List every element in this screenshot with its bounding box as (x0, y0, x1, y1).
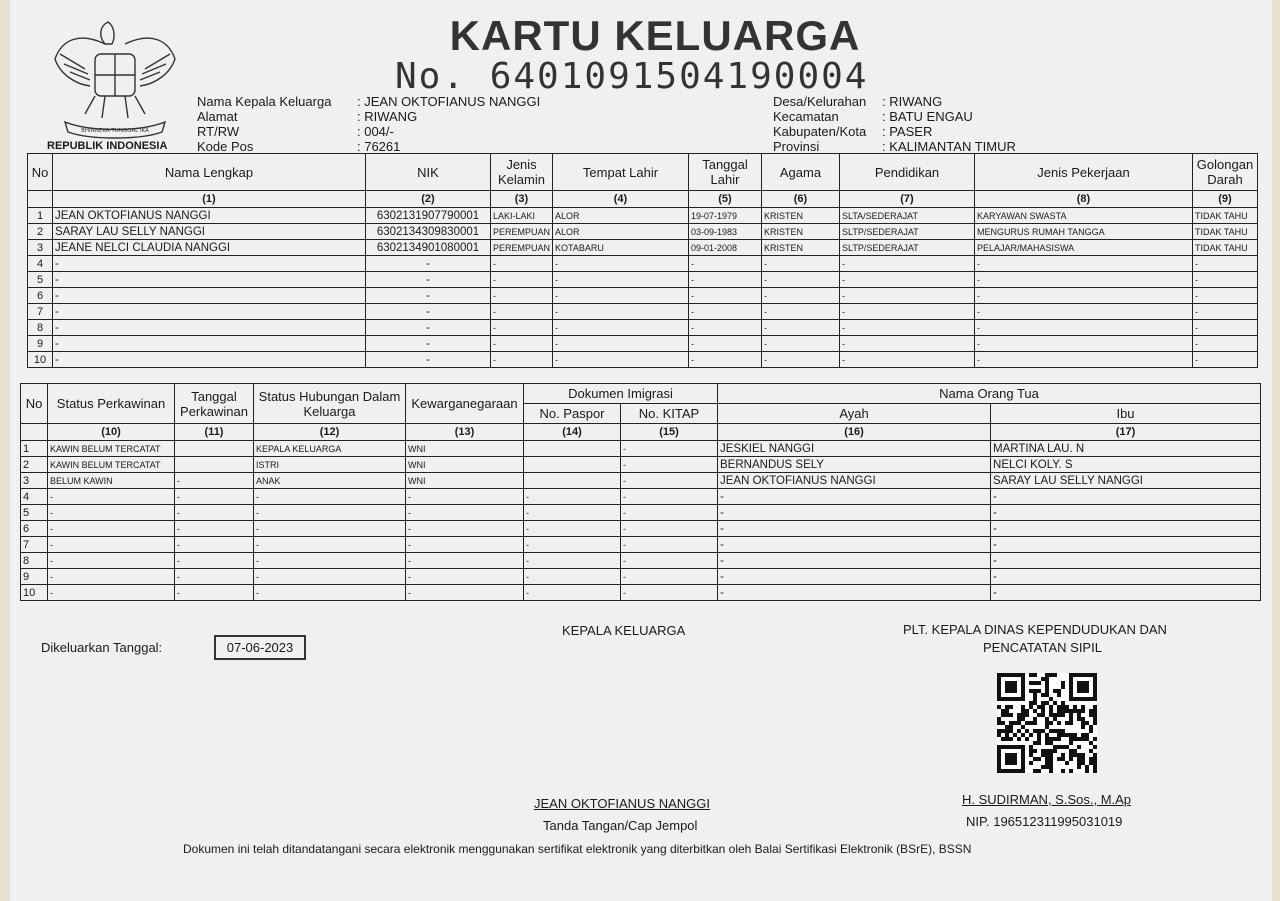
table-cell: - (254, 569, 406, 585)
header-value-alamat: : RIWANG (357, 109, 418, 124)
table-cell: KRISTEN (762, 240, 840, 256)
table-cell: - (406, 537, 524, 553)
col-header-no-kitap: No. KITAP (621, 404, 718, 424)
col-number: (8) (975, 191, 1193, 208)
table-cell: - (254, 553, 406, 569)
col-header-no-paspor: No. Paspor (524, 404, 621, 424)
official-title-line1: PLT. KEPALA DINAS KEPENDUDUKAN DAN (903, 622, 1167, 637)
family-members-table (27, 153, 1258, 368)
table-row (21, 473, 1261, 489)
table-cell: - (366, 272, 491, 288)
table-cell: WNI (406, 473, 524, 489)
table-cell: - (491, 304, 553, 320)
table-cell: 10 (21, 585, 48, 601)
table-cell: - (975, 304, 1193, 320)
table-cell: - (991, 505, 1261, 521)
e-signature-disclaimer: Dokumen ini telah ditandatangani secara elektronik menggunakan sertifikat elektronik yang diterbitkan oleh Balai Sertifikasi Elektronik (BSrE), BSSN (183, 842, 972, 856)
table-cell: JESKIEL NANGGI (718, 441, 991, 457)
table-cell: 7 (28, 304, 53, 320)
table-row (21, 505, 1261, 521)
col-number: (9) (1193, 191, 1258, 208)
table-cell: - (553, 336, 689, 352)
table-cell: - (553, 256, 689, 272)
table-cell: - (621, 441, 718, 457)
table-cell: - (1193, 352, 1258, 368)
table-cell: - (366, 336, 491, 352)
table-cell: - (1193, 256, 1258, 272)
col-number: (10) (48, 424, 175, 441)
table-cell: - (366, 352, 491, 368)
table-cell: 6302131907790001 (366, 208, 491, 224)
table-cell: TIDAK TAHU (1193, 208, 1258, 224)
header-label-desa: Desa/Kelurahan (773, 94, 867, 109)
table-cell: - (175, 585, 254, 601)
table-cell: - (406, 585, 524, 601)
table-cell: - (524, 537, 621, 553)
table-row (21, 537, 1261, 553)
header-value-kabupaten: : PASER (882, 124, 933, 139)
table-cell: - (689, 272, 762, 288)
table-cell: 1 (21, 441, 48, 457)
table-cell: JEAN OKTOFIANUS NANGGI (53, 208, 366, 224)
col-number: (6) (762, 191, 840, 208)
table-row (21, 585, 1261, 601)
table-cell: - (524, 521, 621, 537)
table-cell: SARAY LAU SELLY NANGGI (53, 224, 366, 240)
table-cell: WNI (406, 457, 524, 473)
official-name: H. SUDIRMAN, S.Sos., M.Ap (962, 792, 1132, 807)
table-cell: - (175, 521, 254, 537)
table-cell: - (53, 288, 366, 304)
table-cell: - (254, 489, 406, 505)
table-cell: - (491, 288, 553, 304)
table-cell: 4 (28, 256, 53, 272)
col-number: (12) (254, 424, 406, 441)
table-row (21, 553, 1261, 569)
col-number: (5) (689, 191, 762, 208)
col-header-dokumen-imigrasi: Dokumen Imigrasi (524, 384, 718, 404)
table-cell: KEPALA KELUARGA (254, 441, 406, 457)
table-cell: - (762, 304, 840, 320)
table-cell: - (48, 553, 175, 569)
header-label-alamat: Alamat (197, 109, 238, 124)
header-label-kepala: Nama Kepala Keluarga (197, 94, 332, 109)
table-cell: - (840, 336, 975, 352)
table-cell: - (366, 304, 491, 320)
col-header-nama-orang-tua: Nama Orang Tua (718, 384, 1261, 404)
table-cell: - (991, 521, 1261, 537)
table-cell: - (406, 505, 524, 521)
table-cell: - (491, 256, 553, 272)
table-cell: 6 (28, 288, 53, 304)
table-cell: - (524, 553, 621, 569)
table-cell: - (48, 505, 175, 521)
table-cell: - (621, 553, 718, 569)
col-number: (3) (491, 191, 553, 208)
table-cell: - (991, 537, 1261, 553)
col-header-kewarganegaraan: Kewarganegaraan (406, 384, 524, 424)
table-cell (524, 457, 621, 473)
header-value-kodepos: : 76261 (357, 139, 401, 154)
table-cell: - (762, 288, 840, 304)
table-cell: - (991, 585, 1261, 601)
col-number: (17) (991, 424, 1261, 441)
header-value-rtrw: : 004/- (357, 124, 394, 139)
table-cell: - (840, 272, 975, 288)
table-cell: SLTA/SEDERAJAT (840, 208, 975, 224)
table-cell: 3 (21, 473, 48, 489)
table-cell: - (991, 553, 1261, 569)
table-cell: - (406, 553, 524, 569)
col-header-pendidikan: Pendidikan (840, 154, 975, 191)
col-header-golongan-darah: Golongan Darah (1193, 154, 1258, 191)
table-cell: ALOR (553, 224, 689, 240)
table-row (28, 336, 1258, 352)
official-title-line2: PENCATATAN SIPIL (983, 640, 1102, 655)
table-cell: KOTABARU (553, 240, 689, 256)
table-cell: - (48, 537, 175, 553)
col-number: (7) (840, 191, 975, 208)
col-header-ayah: Ayah (718, 404, 991, 424)
table-cell: - (621, 585, 718, 601)
table-cell: - (48, 569, 175, 585)
table-cell: - (621, 457, 718, 473)
table-cell: BERNANDUS SELY (718, 457, 991, 473)
header-label-kabupaten: Kabupaten/Kota (773, 124, 867, 139)
col-number: (11) (175, 424, 254, 441)
col-header-tanggal-perkawinan: Tanggal Perkawinan (175, 384, 254, 424)
table-cell: - (53, 304, 366, 320)
table-cell: 8 (21, 553, 48, 569)
col-header-status-hubungan: Status Hubungan Dalam Keluarga (254, 384, 406, 424)
table-cell: KAWIN BELUM TERCATAT (48, 457, 175, 473)
col-number: (16) (718, 424, 991, 441)
table-cell: - (254, 521, 406, 537)
table-cell: - (689, 256, 762, 272)
table-cell: - (991, 569, 1261, 585)
table-cell: - (48, 489, 175, 505)
table-cell: - (621, 489, 718, 505)
table-cell: - (762, 352, 840, 368)
table-cell (524, 473, 621, 489)
table-cell: - (762, 272, 840, 288)
table-cell: PEREMPUAN (491, 240, 553, 256)
table-cell: - (975, 288, 1193, 304)
col-header-jenis-kelamin: Jenis Kelamin (491, 154, 553, 191)
col-header-status-perkawinan: Status Perkawinan (48, 384, 175, 424)
table-cell: - (975, 272, 1193, 288)
table-cell: - (175, 569, 254, 585)
table-cell: - (718, 505, 991, 521)
header-label-kecamatan: Kecamatan (773, 109, 839, 124)
table-cell: - (718, 537, 991, 553)
issued-date: 07-06-2023 (214, 635, 306, 660)
qr-code-icon (997, 672, 1097, 774)
table-cell: - (524, 585, 621, 601)
table-cell: - (406, 489, 524, 505)
table-cell: - (175, 489, 254, 505)
table-cell: - (975, 352, 1193, 368)
table-cell: - (491, 336, 553, 352)
table-cell: - (553, 304, 689, 320)
header-value-provinsi: : KALIMANTAN TIMUR (882, 139, 1016, 154)
table-row (21, 569, 1261, 585)
table-cell: - (718, 553, 991, 569)
table-cell: 9 (28, 336, 53, 352)
document-title: KARTU KELUARGA (449, 12, 861, 59)
issued-label: Dikeluarkan Tanggal: (41, 640, 163, 655)
table-row (21, 489, 1261, 505)
kk-number: No. 6401091504190004 (395, 56, 869, 97)
table-cell: MENGURUS RUMAH TANGGA (975, 224, 1193, 240)
table-cell: KRISTEN (762, 224, 840, 240)
table-cell: - (491, 320, 553, 336)
table-cell: - (366, 320, 491, 336)
col-header-nik: NIK (366, 154, 491, 191)
table-row (28, 352, 1258, 368)
table-row (28, 256, 1258, 272)
col-header-no: No (28, 154, 53, 191)
col-header-tanggal-lahir: Tanggal Lahir (689, 154, 762, 191)
table-row (28, 288, 1258, 304)
table-cell: KAWIN BELUM TERCATAT (48, 441, 175, 457)
table-cell: 10 (28, 352, 53, 368)
table-cell: - (53, 256, 366, 272)
col-header-pekerjaan: Jenis Pekerjaan (975, 154, 1193, 191)
table-cell: - (175, 553, 254, 569)
table-cell: - (1193, 304, 1258, 320)
table-cell: - (254, 505, 406, 521)
table-cell: 5 (21, 505, 48, 521)
table-cell: - (53, 320, 366, 336)
table-cell: SARAY LAU SELLY NANGGI (991, 473, 1261, 489)
table-cell: - (553, 272, 689, 288)
header-label-provinsi: Provinsi (773, 139, 820, 154)
col-number-blank (28, 191, 53, 208)
header-value-desa: : RIWANG (882, 94, 943, 109)
col-header-tempat-lahir: Tempat Lahir (553, 154, 689, 191)
table-row (28, 272, 1258, 288)
table-cell: - (553, 320, 689, 336)
header-value-kecamatan: : BATU ENGAU (882, 109, 973, 124)
table-cell: - (254, 585, 406, 601)
table-row (28, 240, 1258, 256)
table-cell: - (975, 320, 1193, 336)
table-cell: - (48, 585, 175, 601)
head-of-family-label: KEPALA KELUARGA (562, 623, 686, 638)
table-cell: - (491, 352, 553, 368)
table-cell: - (48, 521, 175, 537)
table-cell: - (621, 473, 718, 489)
col-header-no: No (21, 384, 48, 424)
table-cell: - (621, 505, 718, 521)
table-cell: - (840, 256, 975, 272)
col-header-ibu: Ibu (991, 404, 1261, 424)
table-cell: - (718, 489, 991, 505)
table-cell: - (1193, 320, 1258, 336)
table-cell: BELUM KAWIN (48, 473, 175, 489)
table-cell: TIDAK TAHU (1193, 224, 1258, 240)
table-cell: - (689, 352, 762, 368)
table-cell: - (840, 288, 975, 304)
table-cell: NELCI KOLY. S (991, 457, 1261, 473)
table-cell: 09-01-2008 (689, 240, 762, 256)
table-cell: 8 (28, 320, 53, 336)
table-cell: ANAK (254, 473, 406, 489)
table-cell: PEREMPUAN (491, 224, 553, 240)
table-cell: - (975, 336, 1193, 352)
table-cell (175, 441, 254, 457)
table-cell: 2 (21, 457, 48, 473)
table-cell: - (254, 537, 406, 553)
table-cell: - (524, 569, 621, 585)
col-number: (1) (53, 191, 366, 208)
table-cell: - (718, 569, 991, 585)
col-number: (4) (553, 191, 689, 208)
republic-label: REPUBLIK INDONESIA (47, 140, 168, 152)
col-number: (2) (366, 191, 491, 208)
family-status-table (20, 383, 1261, 601)
table-cell: SLTP/SEDERAJAT (840, 224, 975, 240)
table-cell: MARTINA LAU. N (991, 441, 1261, 457)
table-cell: - (840, 352, 975, 368)
table-cell: - (991, 489, 1261, 505)
table-cell: ISTRI (254, 457, 406, 473)
table-cell: 03-09-1983 (689, 224, 762, 240)
table-cell: - (762, 320, 840, 336)
table-cell: JEANE NELCI CLAUDIA NANGGI (53, 240, 366, 256)
header-label-kodepos: Kode Pos (197, 139, 254, 154)
table-cell: 2 (28, 224, 53, 240)
head-sign-label: Tanda Tangan/Cap Jempol (543, 818, 698, 833)
table-cell: - (553, 288, 689, 304)
table-cell: - (621, 569, 718, 585)
table-cell: 4 (21, 489, 48, 505)
table-cell: - (524, 505, 621, 521)
table-cell: JEAN OKTOFIANUS NANGGI (718, 473, 991, 489)
table-cell: - (491, 272, 553, 288)
col-header-nama: Nama Lengkap (53, 154, 366, 191)
table-cell: - (621, 537, 718, 553)
table-cell: - (762, 336, 840, 352)
header-label-rtrw: RT/RW (197, 124, 240, 139)
table-cell: KRISTEN (762, 208, 840, 224)
table-cell: 9 (21, 569, 48, 585)
table-cell: - (366, 288, 491, 304)
col-number: (13) (406, 424, 524, 441)
table-cell: - (718, 521, 991, 537)
table-cell: 3 (28, 240, 53, 256)
header-value-kepala: : JEAN OKTOFIANUS NANGGI (357, 94, 541, 109)
col-header-agama: Agama (762, 154, 840, 191)
table-cell: - (689, 320, 762, 336)
col-number: (14) (524, 424, 621, 441)
table-cell: - (53, 336, 366, 352)
emblem-motto: BHINNEKA TUNGGAL IKA (81, 128, 149, 134)
table-cell: 6302134309830001 (366, 224, 491, 240)
table-row (28, 320, 1258, 336)
table-row (28, 224, 1258, 240)
table-cell: - (840, 320, 975, 336)
table-cell: ALOR (553, 208, 689, 224)
official-nip: NIP. 196512311995031019 (966, 814, 1123, 829)
table-row (21, 441, 1261, 457)
table-cell: 7 (21, 537, 48, 553)
table-cell: 19-07-1979 (689, 208, 762, 224)
table-cell: TIDAK TAHU (1193, 240, 1258, 256)
table-cell: LAKI-LAKI (491, 208, 553, 224)
table-row (28, 208, 1258, 224)
table-cell: - (621, 521, 718, 537)
table-row (21, 457, 1261, 473)
table-cell: WNI (406, 441, 524, 457)
table-row (28, 304, 1258, 320)
table-cell: - (406, 569, 524, 585)
table-cell: - (689, 336, 762, 352)
table-cell: - (524, 489, 621, 505)
head-of-family-name: JEAN OKTOFIANUS NANGGI (534, 796, 711, 811)
table-cell: - (762, 256, 840, 272)
table-cell: - (718, 585, 991, 601)
col-number: (15) (621, 424, 718, 441)
table-cell: - (366, 256, 491, 272)
table-cell: PELAJAR/MAHASISWA (975, 240, 1193, 256)
table-cell: - (975, 256, 1193, 272)
table-cell: - (175, 473, 254, 489)
table-cell (524, 441, 621, 457)
table-cell (175, 457, 254, 473)
table-cell: SLTP/SEDERAJAT (840, 240, 975, 256)
table-cell: - (840, 304, 975, 320)
table-row (21, 521, 1261, 537)
table-cell: - (175, 505, 254, 521)
table-cell: - (1193, 272, 1258, 288)
table-cell: 6302134901080001 (366, 240, 491, 256)
table-cell: - (406, 521, 524, 537)
table-cell: - (689, 304, 762, 320)
table-cell: KARYAWAN SWASTA (975, 208, 1193, 224)
table-cell: - (53, 352, 366, 368)
col-number-blank (21, 424, 48, 441)
table-cell: - (1193, 336, 1258, 352)
table-cell: - (175, 537, 254, 553)
table-cell: - (553, 352, 689, 368)
table-cell: - (53, 272, 366, 288)
table-cell: 6 (21, 521, 48, 537)
table-cell: - (689, 288, 762, 304)
table-cell: 1 (28, 208, 53, 224)
table-cell: - (1193, 288, 1258, 304)
table-cell: 5 (28, 272, 53, 288)
